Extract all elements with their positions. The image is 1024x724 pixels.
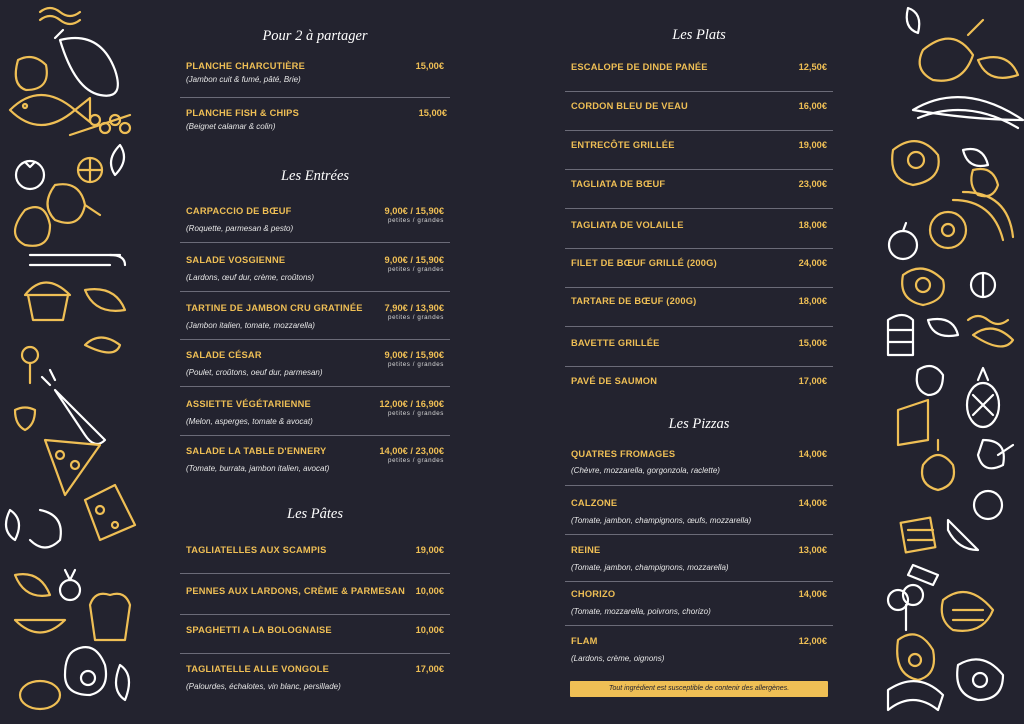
item-desc: (Jambon italien, tomate, mozzarella) xyxy=(186,321,315,330)
pizza-icon xyxy=(45,440,100,495)
bread-icon xyxy=(888,681,943,710)
apple-icon xyxy=(15,207,50,246)
bacon-icon xyxy=(968,316,1008,324)
item-desc: (Lardons, œuf dur, crème, croûtons) xyxy=(186,273,315,282)
item-price: 18,00€ xyxy=(798,220,827,230)
item-name: TAGLIATA DE BŒUF xyxy=(571,179,666,189)
size-labels: petites / grandes xyxy=(388,457,444,464)
leaf-icon xyxy=(15,574,50,596)
item-price: 15,00€ xyxy=(415,61,444,71)
divider xyxy=(180,291,450,292)
item-price: 23,00€ xyxy=(798,179,827,189)
croissant-icon xyxy=(85,338,120,353)
item-desc: (Jambon cuit & fumé, pâté, Brie) xyxy=(186,75,301,84)
tomato-icon xyxy=(16,161,44,189)
toast-icon xyxy=(90,594,130,640)
item-name: PAVÉ DE SAUMON xyxy=(571,376,658,386)
item-name: TAGLIATELLE ALLE VONGOLE xyxy=(186,664,330,674)
lollipop-icon xyxy=(22,347,38,383)
leaf-icon xyxy=(111,145,124,175)
fried-egg-icon xyxy=(902,269,944,305)
item-price: 17,00€ xyxy=(415,664,444,674)
section-title-pizzas: Les Pizzas xyxy=(668,416,730,432)
size-labels: petites / grandes xyxy=(388,361,444,368)
waffle-icon xyxy=(901,518,936,553)
divider xyxy=(565,91,833,92)
item-name: REINE xyxy=(571,545,601,555)
avocado-icon xyxy=(65,647,106,695)
item-name: FLAM xyxy=(571,636,598,646)
item-name: ESCALOPE DE DINDE PANÉE xyxy=(571,62,708,72)
grapes-icon xyxy=(70,115,130,135)
item-price: 19,00€ xyxy=(798,140,827,150)
eggplant-icon xyxy=(55,30,118,96)
item-price: 19,00€ xyxy=(415,545,444,555)
item-name: CHORIZO xyxy=(571,589,616,599)
item-name: CORDON BLEU DE VEAU xyxy=(571,101,688,111)
watermelon-icon xyxy=(948,520,978,550)
chicken-leg-icon xyxy=(920,20,983,81)
item-name: BAVETTE GRILLÉE xyxy=(571,338,660,348)
item-name: PLANCHE FISH & CHIPS xyxy=(186,108,299,118)
item-price: 14,00€ / 23,00€ xyxy=(379,446,444,456)
candy-icon xyxy=(908,565,938,585)
item-price: 24,00€ xyxy=(798,258,827,268)
leaf-icon xyxy=(963,149,988,166)
item-desc: (Melon, asperges, tomate & avocat) xyxy=(186,417,313,426)
size-labels: petites / grandes xyxy=(388,314,444,321)
item-price: 12,00€ xyxy=(798,636,827,646)
item-price: 9,00€ / 15,90€ xyxy=(384,255,444,265)
item-name: PLANCHE CHARCUTIÈRE xyxy=(186,61,305,71)
leaf-icon xyxy=(907,8,920,33)
item-desc: (Tomate, mozzarella, poivrons, chorizo) xyxy=(571,607,711,616)
broccoli-icon xyxy=(888,585,923,630)
item-name: SPAGHETTI A LA BOLOGNAISE xyxy=(186,625,332,635)
leaf-icon xyxy=(6,510,19,540)
item-price: 12,50€ xyxy=(798,62,827,72)
pepper-icon xyxy=(971,169,998,196)
divider xyxy=(565,130,833,131)
section-title-plats: Les Plats xyxy=(672,27,726,43)
item-desc: (Roquette, parmesan & pesto) xyxy=(186,224,294,233)
divider xyxy=(180,435,450,436)
leaf-icon xyxy=(928,319,958,336)
item-name: QUATRES FROMAGES xyxy=(571,449,676,459)
chicken-leg-icon xyxy=(48,184,101,223)
meat-icon xyxy=(978,440,1013,468)
donut-icon xyxy=(930,212,966,248)
item-price: 14,00€ xyxy=(798,589,827,599)
item-price: 16,00€ xyxy=(798,101,827,111)
item-price: 14,00€ xyxy=(798,449,827,459)
item-name: SALADE VOSGIENNE xyxy=(186,255,286,265)
plum-icon xyxy=(974,491,1002,519)
item-name: ASSIETTE VÉGÉTARIENNE xyxy=(186,399,311,409)
divider xyxy=(565,326,833,327)
banana-icon xyxy=(913,97,1023,128)
strawberry-icon xyxy=(15,408,35,431)
apple-icon xyxy=(917,366,943,395)
food-doodles-right xyxy=(878,0,1024,724)
divider xyxy=(565,169,833,170)
item-name: ENTRECÔTE GRILLÉE xyxy=(571,140,675,150)
item-desc: (Beignet calamar & colin) xyxy=(186,122,276,131)
item-name: FILET DE BŒUF GRILLÉ (200G) xyxy=(571,258,717,268)
muffin-icon xyxy=(25,283,70,321)
size-labels: petites / grandes xyxy=(388,410,444,417)
pineapple-icon xyxy=(967,368,999,427)
bacon-icon xyxy=(40,8,80,24)
item-name: SALADE LA TABLE D'ENNERY xyxy=(186,446,327,456)
divider xyxy=(565,287,833,288)
fish-icon xyxy=(10,95,90,125)
divider xyxy=(565,625,833,626)
item-name: CARPACCIO DE BŒUF xyxy=(186,206,292,216)
onion-icon xyxy=(922,440,954,490)
shrimp-icon xyxy=(30,510,61,548)
item-desc: (Palourdes, échalotes, vin blanc, persillade) xyxy=(186,682,341,691)
item-name: TARTARE DE BŒUF (200G) xyxy=(571,296,697,306)
item-desc: (Lardons, crème, oignons) xyxy=(571,654,665,663)
item-price: 14,00€ xyxy=(798,498,827,508)
divider xyxy=(180,573,450,574)
item-desc: (Tomate, jambon, champignons, œufs, mozzarella) xyxy=(571,516,752,525)
divider xyxy=(565,485,833,486)
item-price: 17,00€ xyxy=(798,376,827,386)
divider xyxy=(565,581,833,582)
allergy-notice: Tout ingrédient est susceptible de contenir des allergènes. xyxy=(570,681,828,697)
divider xyxy=(565,366,833,367)
size-labels: petites / grandes xyxy=(388,217,444,224)
leaf-icon xyxy=(85,289,125,311)
divider xyxy=(565,534,833,535)
lemon-icon xyxy=(20,681,60,709)
corn-icon xyxy=(942,592,993,631)
item-price: 10,00€ xyxy=(415,625,444,635)
lime-icon xyxy=(78,158,102,182)
item-price: 9,00€ / 15,90€ xyxy=(384,350,444,360)
item-price: 18,00€ xyxy=(798,296,827,306)
divider xyxy=(565,248,833,249)
pepper-icon xyxy=(16,57,47,90)
cheese-icon xyxy=(85,485,135,540)
item-price: 10,00€ xyxy=(415,586,444,596)
item-price: 15,00€ xyxy=(798,338,827,348)
section-title-entrees: Les Entrées xyxy=(280,168,350,184)
melon-slice-icon xyxy=(15,620,65,633)
item-price: 13,00€ xyxy=(798,545,827,555)
food-doodles-left xyxy=(0,0,145,724)
avocado-icon xyxy=(957,659,1003,700)
divider xyxy=(180,614,450,615)
fried-egg-icon xyxy=(892,141,939,185)
item-name: TAGLIATA DE VOLAILLE xyxy=(571,220,684,230)
croissant-icon xyxy=(973,329,1013,347)
divider xyxy=(180,653,450,654)
item-desc: (Tomate, jambon, champignons, mozzarella) xyxy=(571,563,729,572)
apple-icon xyxy=(889,223,917,259)
divider xyxy=(180,97,450,98)
divider xyxy=(180,339,450,340)
item-name: TAGLIATELLES AUX SCAMPIS xyxy=(186,545,327,555)
item-price: 12,00€ / 16,90€ xyxy=(379,399,444,409)
section-title-partager: Pour 2 à partager xyxy=(262,28,368,44)
item-price: 7,90€ / 13,90€ xyxy=(384,303,444,313)
leaf-icon xyxy=(978,57,1018,78)
item-desc: (Poulet, croûtons, oeuf dur, parmesan) xyxy=(186,368,323,377)
item-name: CALZONE xyxy=(571,498,618,508)
leaf-icon xyxy=(116,665,129,700)
item-desc: (Tomate, burrata, jambon italien, avocat) xyxy=(186,464,330,473)
section-title-pates: Les Pâtes xyxy=(287,506,343,522)
avocado-icon xyxy=(897,634,934,680)
item-name: TARTINE DE JAMBON CRU GRATINÉE xyxy=(186,303,363,313)
radish-icon xyxy=(60,570,80,600)
divider xyxy=(180,386,450,387)
cheese-slice-icon xyxy=(898,400,928,445)
item-name: PENNES AUX LARDONS, CRÈME & PARMESAN xyxy=(186,586,405,596)
item-name: SALADE CÉSAR xyxy=(186,350,262,360)
item-price: 15,00€ xyxy=(418,108,447,118)
leek-icon xyxy=(30,255,125,265)
item-price: 9,00€ / 15,90€ xyxy=(384,206,444,216)
divider xyxy=(565,208,833,209)
lemon-icon xyxy=(971,273,995,297)
sausage-icon xyxy=(953,192,1013,240)
size-labels: petites / grandes xyxy=(388,266,444,273)
cake-icon xyxy=(888,315,913,355)
item-desc: (Chèvre, mozzarella, gorgonzola, raclette) xyxy=(571,466,720,475)
divider xyxy=(180,242,450,243)
carrot-icon xyxy=(42,370,105,444)
